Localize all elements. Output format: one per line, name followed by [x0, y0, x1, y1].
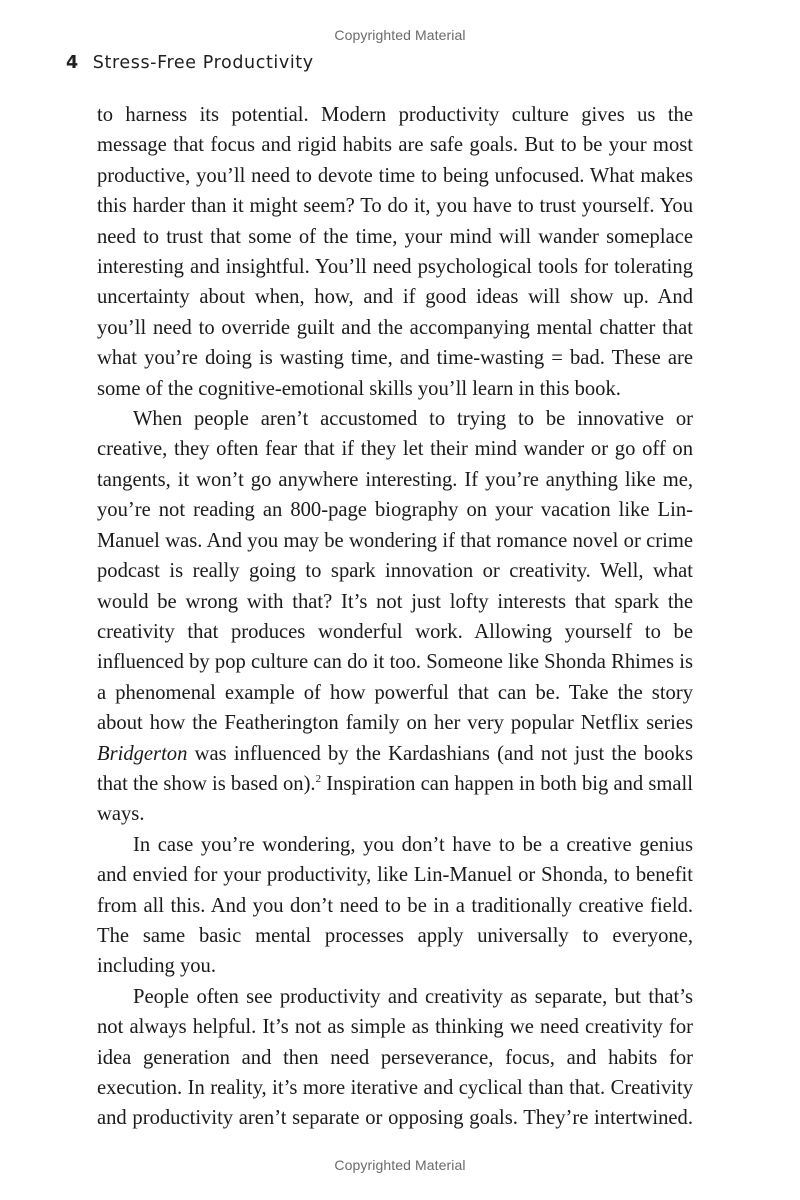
paragraph [97, 404, 693, 830]
paragraph: In case you’re wondering, you don’t have to be a creative genius and envied for your productivity, like Lin-Manuel or Shonda, to benefit from all this. And you don’t need to be in a traditionally creative field. The same basic mental processes apply universally to everyone, including you. [97, 833, 693, 978]
running-header [66, 53, 314, 73]
book-title: Stress-Free Productivity [92, 53, 314, 73]
italic-title: Bridgerton [97, 742, 188, 765]
paragraph-text: was influenced by the Kardashians (and not just the books that the show is based on). [97, 742, 693, 795]
body-text [97, 100, 693, 1134]
copyright-watermark-top: Copyrighted Material [334, 27, 466, 43]
paragraph-text: Inspiration can happen in both big and small ways. [97, 772, 693, 826]
copyright-watermark-bottom: Copyrighted Material [334, 1157, 466, 1173]
paragraph: to harness its potential. Modern productivity culture gives us the message that focus and rigid habits are safe goals. But to be your most productive, you’ll need to devote time to being unfocused. What makes this harder than it might seem? To do it, you have to trust yourself. You need to trust that some of the time, your mind will wander someplace interesting and insightful. You’ll need psychological tools for tolerating uncertainty about when, how, and if good ideas will show up. And you’ll need to override guilt and the accompanying mental chatter that what you’re doing is wasting time, and time-wasting = bad. These are some of the cognitive-emotional skills you’ll learn in this book. [97, 104, 693, 400]
footnote-marker[interactable]: 2 [315, 773, 322, 786]
page-number: 4 [66, 53, 79, 73]
paragraph: People often see productivity and creativity as separate, but that’s not always helpful. It’s not as simple as thinking we need creativity for idea generation and then need perseverance, focus, and habits for execution. In reality, it’s more iterative and cyclical than that. Creativity and productivity aren’t separate or opposing goals. They’re intertwined. [97, 985, 693, 1130]
paragraph-text: When people aren’t accustomed to trying to be innovative or creative, they often fear that if they let their mind wander or go off on tangents, it won’t go anywhere interesting. If you’re anything like me, you’re not reading an 800-page biography on your vacation like Lin-Manuel was. And you may be wondering if that romance novel or crime podcast is really going to spark innovation or creativity. Well, what would be wrong with that? It’s not just lofty interests that spark the creativity that produces wonderful work. Allowing yourself to be influenced by pop culture can do it too. Someone like Shonda Rhimes is a phenomenal example of how powerful that can be. Take the story about how the Featherington family on her very popular Netflix series [97, 408, 693, 735]
